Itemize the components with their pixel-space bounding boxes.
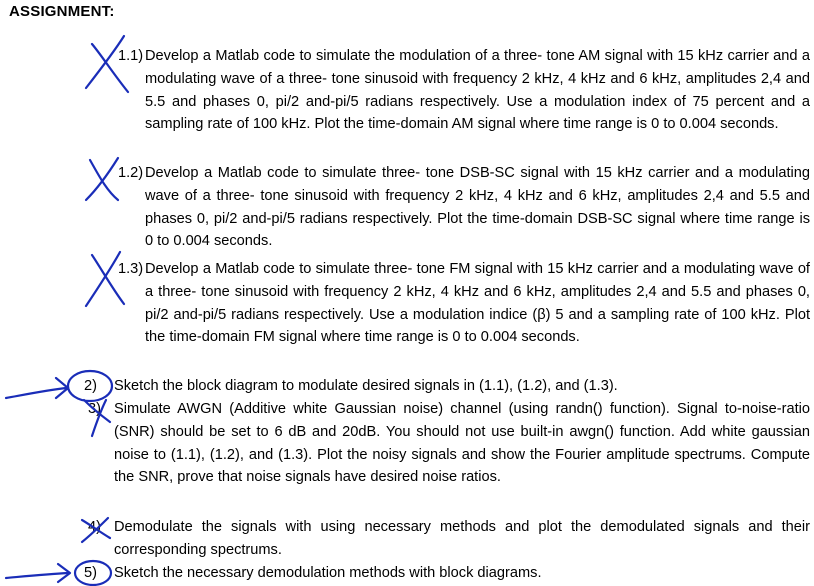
- cross-mark-icon-1-3b: [86, 252, 120, 306]
- item-text-1-2: Develop a Matlab code to simulate three- tone DSB-SC signal with 15 kHz carrier and a modulating wave of a three- tone sinusoid with frequency 2 kHz, 4 kHz and 6 kHz, amplitudes 2,4 and 5.5 and phases 0, pi/2 and-pi/5 radians respectively. Plot the time-domain DSB-SC signal where time range is 0 to 0.004 seconds.: [145, 165, 810, 250]
- item-text-1-3: Develop a Matlab code to simulate three- tone FM signal with 15 kHz carrier and a modulating wave of a three- tone sinusoid with frequency 2 kHz, 4 kHz and 6 kHz, amplitudes 2,4 and 5.5 and phases 0, pi/2 and-pi/5 radians respectively. Use a modulation indice (β) 5 and a sampling rate of 100 kHz. Plot the time-domain FM signal where time range is 0 to 0.004 seconds.: [145, 261, 810, 346]
- assignment-heading: ASSIGNMENT:: [9, 3, 115, 20]
- item-number-5: 5): [84, 565, 97, 581]
- item-text-3: Simulate AWGN (Additive white Gaussian noise) channel (using randn() function). Signal to-noise-ratio (SNR) should be set to 6 dB and 20dB. You should not use built-in awgn() function. Add white gaussian noise to (1.1), (1.2), and (1.3). Plot the noisy signals and show the Fourier amplitude spectrums. Compute the SNR, prove that noise signals have desired noise ratios.: [114, 401, 810, 486]
- item-text-2: Sketch the block diagram to modulate desired signals in (1.1), (1.2), and (1.3).: [114, 378, 618, 394]
- item-text-1-1: Develop a Matlab code to simulate the modulation of a three- tone AM signal with 15 kHz carrier and a modulating wave of a three- tone sinusoid with frequency 2 kHz, 4 kHz and 6 kHz, amplitudes 2,4 and 5.5 and phases 0, pi/2 and-pi/5 radians respectively. Use a modulation index of 75 percent and a sampling rate of 100 kHz. Plot the time-domain AM signal where time range is 0 to 0.004 seconds.: [145, 48, 810, 133]
- item-number-2: 2): [84, 378, 97, 394]
- item-text-4: Demodulate the signals with using necessary methods and plot the demodulated signals and their corresponding spectrums.: [114, 519, 810, 558]
- arrow-icon-item-5: [6, 573, 68, 578]
- arrow-icon-item-2: [6, 388, 66, 398]
- item-number-1-2: 1.2): [118, 165, 144, 181]
- item-text-5: Sketch the necessary demodulation methods with block diagrams.: [114, 565, 542, 581]
- cross-mark-icon-1-2: [90, 160, 118, 200]
- item-number-1-3: 1.3): [118, 261, 144, 277]
- item-number-1-1: 1.1): [118, 48, 144, 64]
- cross-mark-icon-1-2b: [86, 158, 118, 200]
- item-number-4: 4): [88, 519, 101, 535]
- item-number-3: 3): [88, 401, 101, 417]
